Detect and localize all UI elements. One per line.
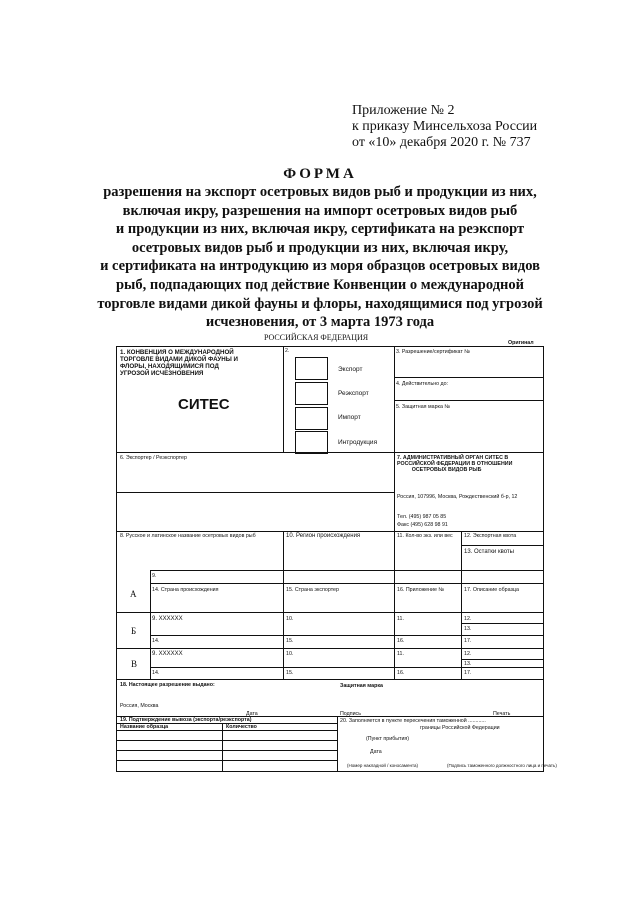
row-c-field10: 10. — [286, 651, 294, 657]
title-line: исчезновения, от 3 марта 1973 года — [205, 314, 435, 331]
row-c-field16: 16. — [397, 670, 405, 676]
import-label: Импорт — [338, 414, 361, 421]
row-letter-a: А — [130, 589, 137, 599]
field4-label: 4. Действительно до: — [396, 381, 449, 387]
col-region-header: 10. Регион происхождения — [286, 533, 361, 539]
row-c-field13: 13. — [464, 661, 472, 667]
field19-label: 19. Подтверждение вывоза (экспорта/реэкспорта) — [120, 717, 252, 723]
quantity-header: Количество — [226, 724, 257, 730]
title-line: и сертификата на интродукцию из моря образцов осетровых видов — [100, 258, 540, 275]
field20-label: 20. Заполняется в пункте пересечения таможенной ............ — [340, 718, 486, 724]
row-b-field12: 12. — [464, 616, 472, 622]
issue-signature: Подпись — [340, 711, 361, 717]
introduction-checkbox[interactable] — [295, 431, 328, 454]
col-species-header: 8. Русское и латинское название осетровых видов рыб — [120, 533, 256, 539]
row-b-field10: 10. — [286, 616, 294, 622]
security-mark-label: Защитная марка — [340, 683, 383, 689]
issue-place: Россия, Москва — [120, 703, 159, 709]
form-heading: ФОРМА — [283, 166, 357, 182]
issue-stamp: Печать — [493, 711, 511, 717]
col-quota-header: 12. Экспортная квота — [464, 533, 517, 539]
row-origin: 14. Страна происхождения — [152, 587, 219, 593]
customs-signature-label: (Подпись таможенного должностного лица и печать) — [447, 763, 557, 768]
sample-name-header: Название образца — [120, 724, 169, 730]
row-b-field13: 13. — [464, 626, 472, 632]
field3-label: 3. Разрешение/сертификат № — [396, 349, 470, 355]
arrival-date-label: Дата — [370, 749, 382, 755]
row-b-field15: 15. — [286, 638, 294, 644]
field7-label: 7. АДМИНИСТРАТИВНЫЙ ОРГАН СИТЕС В РОССИЙСКОЙ ФЕДЕРАЦИИ В ОТНОШЕНИИ ОСЕТРОВЫХ ВИДОВ РЫБ — [397, 455, 513, 474]
field5-label: 5. Защитная марка № — [396, 404, 451, 410]
title-line: и продукции из них, включая икру, сертификата на реэкспорт — [115, 221, 525, 238]
row-sample: 17. Описание образца — [464, 587, 519, 593]
import-checkbox[interactable] — [295, 407, 328, 430]
row-c-field9: 9. XXXXXX — [152, 651, 183, 657]
row-c-field14: 14. — [152, 670, 160, 676]
row-b-field11: 11. — [397, 616, 404, 622]
appendix-line: Приложение № 2 — [352, 103, 455, 118]
original-label: Оригинал — [508, 340, 534, 346]
reexport-label: Реэкспорт — [338, 390, 369, 397]
arrival-point-label: (Пункт прибытия) — [366, 736, 410, 742]
row-b-field14: 14. — [152, 638, 160, 644]
cites-logo-text: СИТЕС — [178, 396, 230, 413]
row-c-field17: 17. — [464, 670, 472, 676]
remain-quota-header: 13. Остатки квоты — [464, 549, 514, 555]
admin-phone: Тел. (495) 987 05 85 — [397, 514, 447, 520]
admin-address: Россия, 107996, Москва, Рождественский б-р, 12 — [397, 494, 518, 500]
row-a-field9: 9. — [152, 573, 157, 579]
row-b-field9: 9. XXXXXX — [152, 616, 183, 622]
row-letter-b: Б — [131, 626, 137, 636]
issue-date: Дата — [246, 711, 258, 717]
title-line: осетровых видов рыб и продукции из них, включая икру, — [131, 239, 509, 256]
field20-continued: границы Российской Федерации — [420, 725, 500, 731]
reexport-checkbox[interactable] — [295, 382, 328, 405]
box2-label: 2. — [285, 348, 290, 354]
order-line: к приказу Минсельхоза России — [352, 119, 538, 134]
row-exporter-country: 15. Страна экспортер — [286, 587, 339, 593]
field18-label: 18. Настоящее разрешение выдано: — [120, 682, 215, 688]
field6-label: 6. Экспортер / Реэкспортер — [120, 455, 187, 461]
waybill-label: (Номер накладной / коносамента) — [347, 763, 418, 768]
country-label: РОССИЙСКАЯ ФЕДЕРАЦИЯ — [264, 333, 369, 342]
row-b-field17: 17. — [464, 638, 472, 644]
row-c-field11: 11. — [397, 651, 404, 657]
title-line: торговле видами дикой фауны и флоры, находящимися под угрозой — [97, 295, 543, 312]
admin-fax: Факс (495) 628 98 91 — [397, 522, 448, 528]
row-letter-c: В — [131, 659, 138, 669]
title-line: рыб, подпадающих под действие Конвенции о международной — [115, 277, 524, 293]
introduction-label: Интродукция — [338, 439, 378, 446]
row-c-field12: 12. — [464, 651, 472, 657]
order-date-line: от «10» декабря 2020 г. № 737 — [352, 135, 531, 150]
row-appendix: 16. Приложение № — [397, 587, 445, 593]
col-qty-header: 11. Кол-во экз. или вес — [397, 533, 453, 539]
convention-title: 1. КОНВЕНЦИЯ О МЕЖДУНАРОДНОЙ ТОРГОВЛЕ ВИДАМИ ДИКОЙ ФАУНЫ И ФЛОРЫ, НАХОДЯЩИМИСЯ ПОД УГРОЗОЙ ИСЧЕЗНОВЕНИЯ — [120, 349, 238, 377]
export-label: Экспорт — [338, 366, 363, 373]
row-c-field15: 15. — [286, 670, 294, 676]
title-line: разрешения на экспорт осетровых видов рыб и продукции из них, — [103, 184, 537, 200]
export-checkbox[interactable] — [295, 357, 328, 380]
row-b-field16: 16. — [397, 638, 405, 644]
title-line: включая икру, разрешения на импорт осетровых видов рыб — [122, 202, 518, 219]
